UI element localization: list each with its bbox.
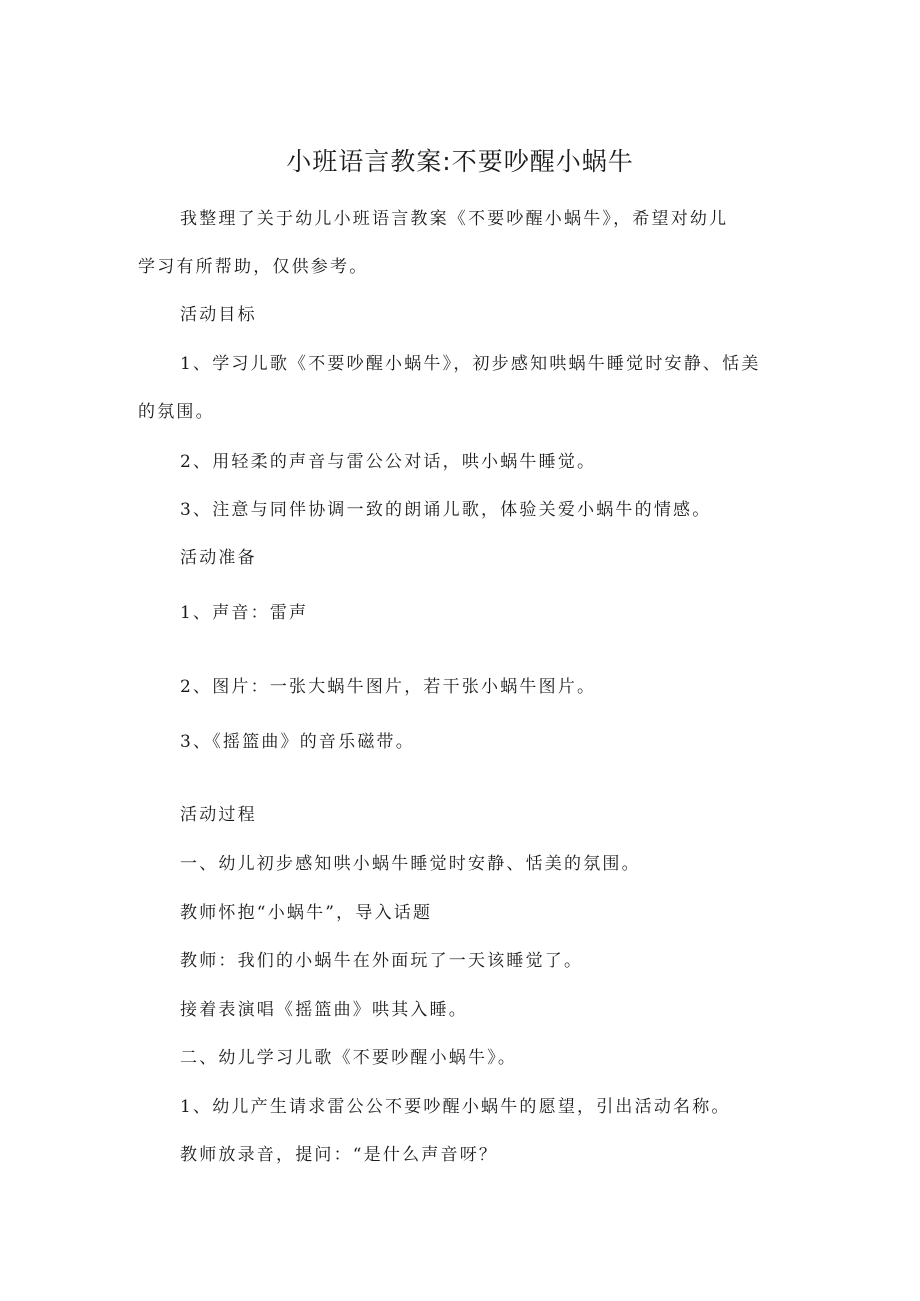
prep-1: 1、声音：雷声: [180, 603, 309, 623]
intro-line-1: 我整理了关于幼儿小班语言教案《不要吵醒小蜗牛》，希望对幼儿: [180, 209, 729, 229]
step-1-c: 接着表演唱《摇篮曲》哄其入睡。: [180, 1000, 468, 1020]
goal-3: 3、注意与同伴协调一致的朗诵儿歌，体验关爱小蜗牛的情感。: [180, 500, 712, 520]
prep-3: 3、《摇篮曲》的音乐磁带。: [180, 732, 415, 752]
prep-2: 2、图片：一张大蜗牛图片，若干张小蜗牛图片。: [180, 677, 597, 697]
step-2-1: 1、幼儿产生请求雷公公不要吵醒小蜗牛的愿望，引出活动名称。: [180, 1097, 731, 1117]
goal-2: 2、用轻柔的声音与雷公公对话，哄小蜗牛睡觉。: [180, 452, 597, 472]
step-1-b: 教师：我们的小蜗牛在外面玩了一天该睡觉了。: [180, 951, 584, 971]
goal-1-line-2: 的氛围。: [138, 402, 215, 422]
goal-1-line-1: 1、学习儿歌《不要吵醒小蜗牛》，初步感知哄蜗牛睡觉时安静、恬美: [180, 354, 761, 374]
step-2: 二、幼儿学习儿歌《不要吵醒小蜗牛》。: [180, 1048, 518, 1068]
intro-line-2: 学习有所帮助，仅供参考。: [138, 257, 369, 277]
step-1-a: 教师怀抱“小蜗牛”，导入话题: [180, 903, 433, 923]
section-heading-process: 活动过程: [180, 805, 257, 825]
step-2-1-a: 教师放录音，提问：“是什么声音呀？: [180, 1145, 499, 1165]
page-title: 小班语言教案:不要吵醒小蜗牛: [286, 147, 634, 176]
step-1: 一、幼儿初步感知哄小蜗牛睡觉时安静、恬美的氛围。: [180, 854, 641, 874]
section-heading-goals: 活动目标: [180, 305, 257, 325]
section-heading-prep: 活动准备: [180, 548, 257, 568]
